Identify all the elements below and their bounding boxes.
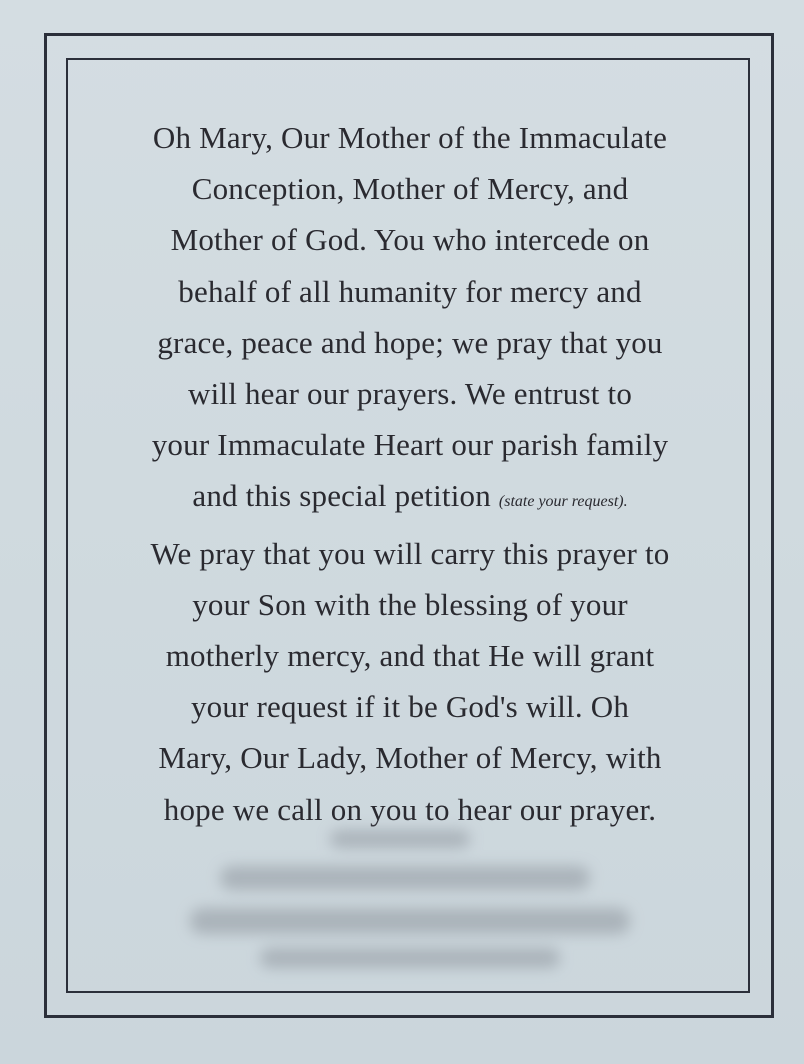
prayer-line: Mary, Our Lady, Mother of Mercy, with — [158, 740, 662, 776]
prayer-line: your Son with the blessing of your — [192, 586, 628, 622]
prayer-line: your Immaculate Heart our parish family — [151, 427, 669, 463]
prayer-line-petition — [86, 470, 734, 527]
blur-bar — [190, 908, 630, 934]
petition-text: and this special petition — [192, 478, 491, 514]
prayer-line: will hear our prayers. We entrust to — [187, 376, 633, 412]
prayer-line: your request if it be God's will. Oh — [190, 689, 630, 725]
prayer-line: We pray that you will carry this prayer to — [150, 535, 670, 571]
petition-note: (state your request). — [498, 493, 628, 511]
prayer-line: Oh Mary, Our Mother of the Immaculate — [152, 120, 668, 155]
blur-bar — [220, 866, 590, 890]
blurred-signature-block — [150, 830, 660, 980]
prayer-line: hope we call on you to hear our prayer. — [163, 791, 657, 827]
prayer-line: Conception, Mother of Mercy, and — [191, 171, 629, 207]
prayer-line: motherly mercy, and that He will grant — [165, 638, 655, 674]
blur-bar — [330, 830, 470, 848]
prayer-line: behalf of all humanity for mercy and — [178, 273, 642, 309]
blur-bar — [260, 948, 560, 968]
prayer-text — [86, 112, 734, 835]
prayer-line: Mother of God. You who intercede on — [170, 222, 650, 258]
prayer-line: grace, peace and hope; we pray that you — [157, 324, 663, 360]
